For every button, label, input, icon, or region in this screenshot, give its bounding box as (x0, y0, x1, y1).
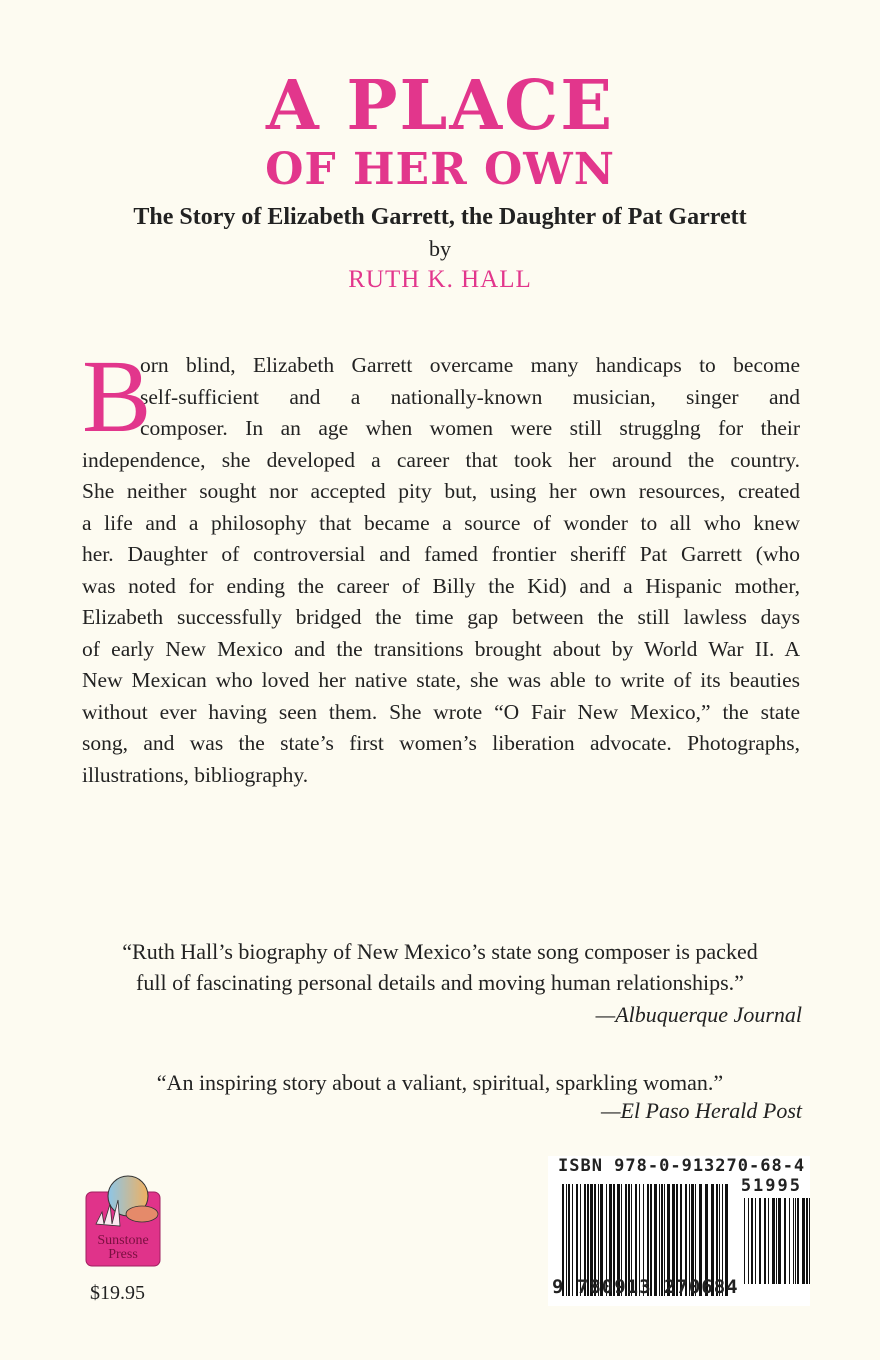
barcode-bar (776, 1198, 777, 1284)
review-quote: “Ruth Hall’s biography of New Mexico’s state song composer is packed (122, 939, 758, 964)
description-line: independence, she developed a career that took her around the country. (82, 447, 800, 472)
review-quote: full of fascinating personal details and moving human relationships.” (136, 970, 744, 995)
price: $19.95 (90, 1282, 145, 1304)
description-line: She neither sought nor accepted pity but, using her own resources, created (82, 479, 800, 503)
barcode-bar (806, 1198, 808, 1284)
book-title-line-1: A PLACE (265, 66, 615, 146)
description-line: composer. In an age when women were still strugglng for their (140, 416, 800, 440)
barcode-bar (755, 1198, 756, 1284)
barcode-bar (797, 1198, 799, 1284)
book-description (82, 339, 800, 791)
description-line: illustrations, bibliography. (82, 762, 309, 787)
review-source: —El Paso Herald Post (600, 1098, 802, 1123)
review-source: —Albuquerque Journal (595, 1002, 802, 1027)
description-line: orn blind, Elizabeth Garrett overcame many handicaps to become (140, 353, 800, 377)
by-label: by (429, 236, 451, 261)
barcode-bar (809, 1198, 810, 1284)
isbn-barcode (548, 1156, 810, 1306)
description-line: was noted for ending the career of Billy the Kid) and a Hispanic mother, (82, 573, 800, 598)
barcode-bar (772, 1198, 775, 1284)
sunstone-press-logo (84, 1174, 162, 1268)
drop-cap: B (82, 339, 152, 454)
ean-number: 9 780913 270684 (552, 1276, 739, 1298)
barcode-bar (802, 1198, 805, 1284)
barcode-bar (751, 1198, 753, 1284)
price-code: 51995 (740, 1176, 802, 1196)
description-line: Elizabeth successfully bridged the time gap between the still lawless days (82, 605, 800, 629)
description-line: of early New Mexico and the transitions brought about by World War II. A (82, 636, 800, 661)
description-line: her. Daughter of controversial and famed frontier sheriff Pat Garrett (who (82, 542, 800, 566)
barcode-bar (795, 1198, 796, 1284)
barcode-bar (759, 1198, 761, 1284)
barcode-bar (793, 1198, 794, 1284)
barcode-bar (744, 1198, 745, 1284)
barcode-bar (789, 1198, 790, 1284)
description-line: song, and was the state’s first women’s liberation advocate. Photographs, (82, 731, 800, 755)
barcode-bar (784, 1198, 786, 1284)
review-quote: “An inspiring story about a valiant, spiritual, sparkling woman.” (156, 1070, 724, 1095)
description-line: a life and a philosophy that became a source of wonder to all who knew (82, 510, 800, 535)
description-line: self-sufficient and a nationally-known musician, singer and (140, 384, 800, 409)
description-line: without ever having seen them. She wrote “O Fair New Mexico,” the state (82, 699, 800, 724)
book-subtitle: The Story of Elizabeth Garrett, the Daughter of Pat Garrett (133, 204, 747, 230)
publisher-name: Press (108, 1247, 138, 1262)
isbn-text: ISBN 978-0-913270-68-4 (558, 1156, 806, 1176)
description-line: New Mexican who loved her native state, she was able to write of its beauties (82, 668, 800, 692)
publisher-name: Sunstone (97, 1233, 149, 1248)
author-name: RUTH K. HALL (348, 266, 532, 293)
barcode-bar (768, 1198, 769, 1284)
barcode-bar (778, 1198, 781, 1284)
barcode-bar (748, 1198, 749, 1284)
barcode-bar (764, 1198, 766, 1284)
book-title-line-2: OF HER OWN (265, 144, 615, 195)
